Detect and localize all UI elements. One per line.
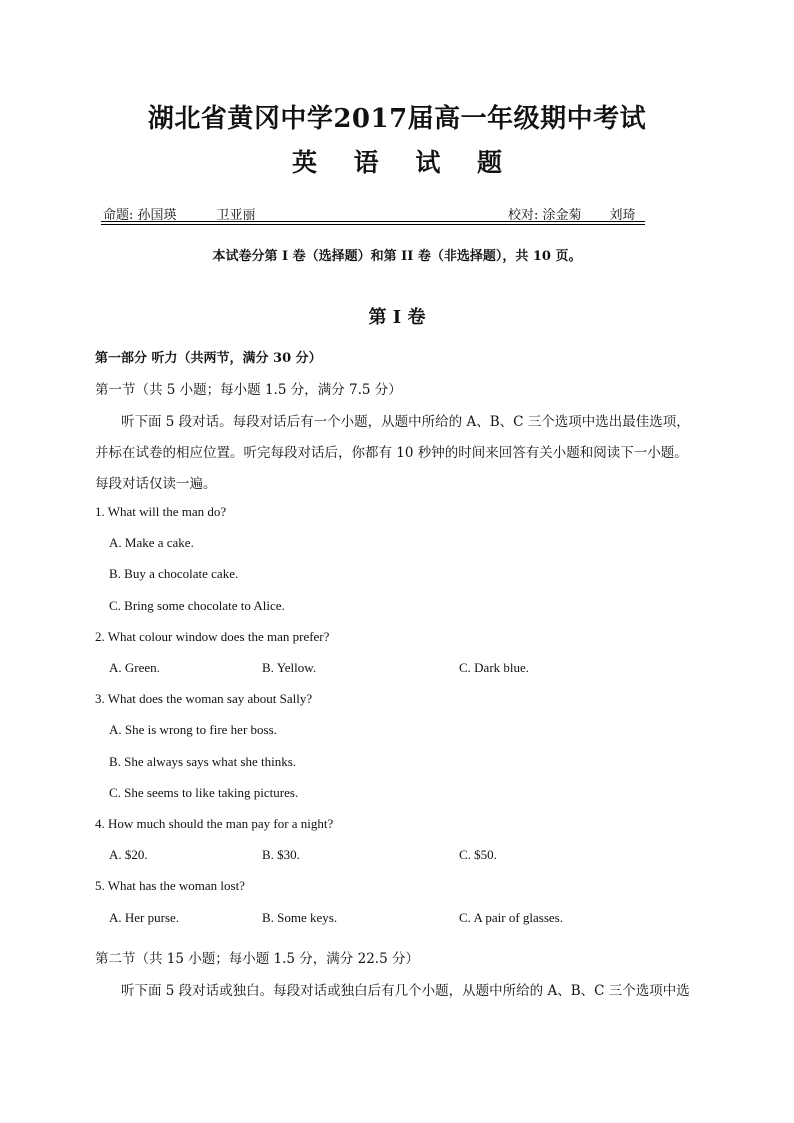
volume-title: 第 I 卷 (368, 307, 426, 328)
question-option: A. Green. (109, 660, 160, 675)
question-option: A. Her purse. (109, 910, 180, 925)
question-option: B. Yellow. (262, 660, 317, 675)
question-option: A. She is wrong to fire her boss. (109, 722, 277, 737)
proof-label: 校对: (508, 208, 539, 223)
exam-title: 湖北省黄冈中学2017届高一年级期中考试 (147, 104, 647, 134)
section2-title: 第二节（共 15 小题；每小题 1.5 分，满分 22.5 分） (95, 951, 419, 967)
question-stem: 2. What colour window does the man prefer? (95, 629, 330, 644)
question-option: B. $30. (262, 847, 300, 862)
question-stem: 4. How much should the man pay for a night? (95, 816, 334, 831)
setter-name-2: 卫亚丽 (216, 208, 256, 223)
question-option: B. Buy a chocolate cake. (109, 566, 239, 581)
section1-title: 第一节（共 5 小题；每小题 1.5 分，满分 7.5 分） (95, 382, 402, 398)
section1-instructions-line: 听下面 5 段对话。每段对话后有一个小题，从题中所给的 A、B、C 三个选项中选出最佳选项， (121, 414, 690, 430)
header-rule-thin (101, 221, 645, 222)
question-stem: 1. What will the man do? (95, 504, 227, 519)
question-stem: 3. What does the woman say about Sally? (95, 691, 313, 706)
section2-instructions-line: 听下面 5 段对话或独白。每段对话或独白后有几个小题，从题中所给的 A、B、C 三个选项中选 (121, 983, 690, 999)
proof-name-2: 刘琦 (609, 208, 636, 223)
part1-title: 第一部分 听力（共两节，满分 30 分） (95, 351, 322, 366)
question-option: B. She always says what she thinks. (109, 754, 297, 769)
section1-instructions-line: 并标在试卷的相应位置。听完每段对话后，你都有 10 秒钟的时间来回答有关小题和阅读下一小题。 (95, 445, 688, 461)
setter-name-1: 孙国瑛 (137, 208, 177, 223)
question-option: A. $20. (109, 847, 148, 862)
question-option: A. Make a cake. (109, 535, 194, 550)
question-stem: 5. What has the woman lost? (95, 878, 245, 893)
paper-intro: 本试卷分第 I 卷（选择题）和第 II 卷（非选择题），共 10 页。 (212, 249, 582, 264)
question-option: C. Dark blue. (459, 660, 530, 675)
question-option: C. Bring some chocolate to Alice. (109, 598, 285, 613)
header-rule-second (101, 224, 645, 225)
question-option: C. A pair of glasses. (459, 910, 563, 925)
question-option: B. Some keys. (262, 910, 338, 925)
section1-instructions-line: 每段对话仅读一遍。 (95, 476, 217, 492)
proof-name-1: 涂金菊 (542, 208, 582, 223)
exam-subtitle: 英 语 试 题 (291, 148, 517, 177)
question-option: C. She seems to like taking pictures. (109, 785, 299, 800)
question-option: C. $50. (459, 847, 497, 862)
setters-label: 命题: (103, 208, 134, 223)
